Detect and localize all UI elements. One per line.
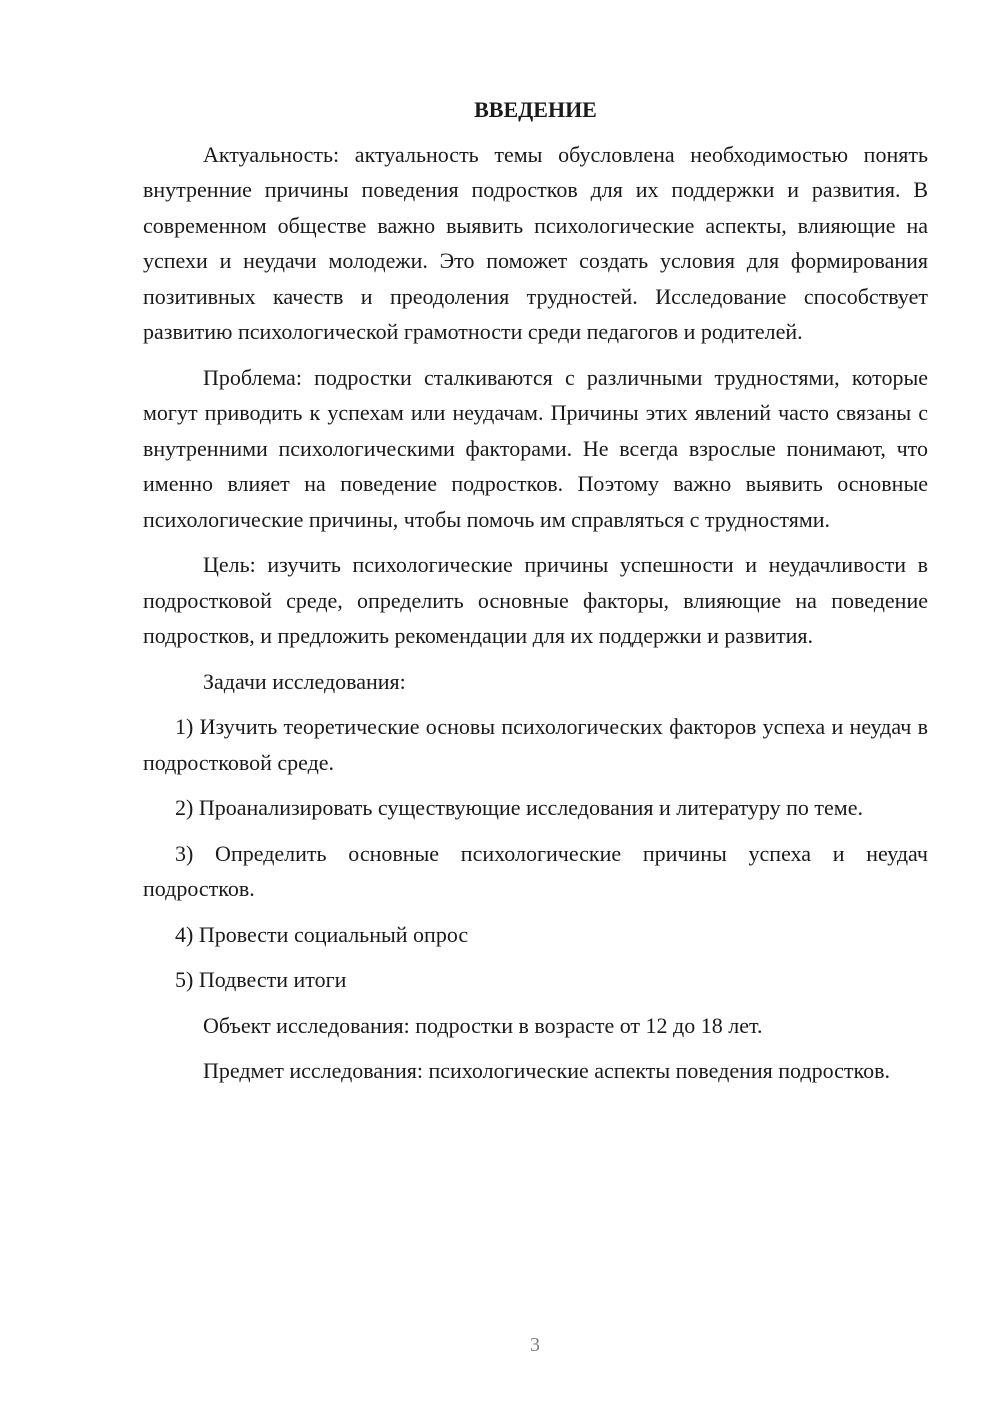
page-number: 3	[530, 1334, 540, 1356]
task-item-4: 4) Провести социальный опрос	[175, 921, 469, 947]
section-title: ВВЕДЕНИЕ	[474, 97, 597, 122]
task-item-1: 1) Изучить теоретические основы психологических факторов успеха и неудач в подростковой среде.	[143, 714, 928, 775]
research-object-paragraph: Объект исследования: подростки в возрасте от 12 до 18 лет.	[203, 1012, 763, 1038]
tasks-heading: Задачи исследования:	[203, 668, 406, 694]
task-item-5: 5) Подвести итоги	[175, 967, 347, 992]
research-subject-paragraph: Предмет исследования: психологические аспекты поведения подростков.	[203, 1058, 890, 1083]
goal-paragraph: Цель: изучить психологические причины успешности и неудачливости в подростковой среде, определить основные факторы, влияющие на поведение подростков, и предложить рекомендации для их поддержки и развития.	[143, 552, 928, 648]
relevance-paragraph: Актуальность: актуальность темы обусловлена необходимостью понять внутренние причины поведения подростков для их поддержки и развития. В современном обществе важно выявить психологические аспекты, влияющие на успехи и неудачи молодежи. Это поможет создать условия для формирования позитивных качеств и преодоления трудностей. Исследование способствует развитию психологической грамотности среди педагогов и родителей.	[143, 141, 928, 344]
task-item-3: 3) Определить основные психологические причины успеха и неудач подростков.	[143, 840, 928, 901]
task-item-2: 2) Проанализировать существующие исследования и литературу по теме.	[175, 795, 863, 820]
problem-paragraph: Проблема: подростки сталкиваются с различными трудностями, которые могут приводить к успехам или неудачам. Причины этих явлений часто связаны с внутренними психологическими факторами. Не всегда взрослые понимают, что именно влияет на поведение подростков. Поэтому важно выявить основные психологические причины, чтобы помочь им справляться с трудностями.	[143, 364, 928, 532]
page-content	[143, 92, 928, 1099]
